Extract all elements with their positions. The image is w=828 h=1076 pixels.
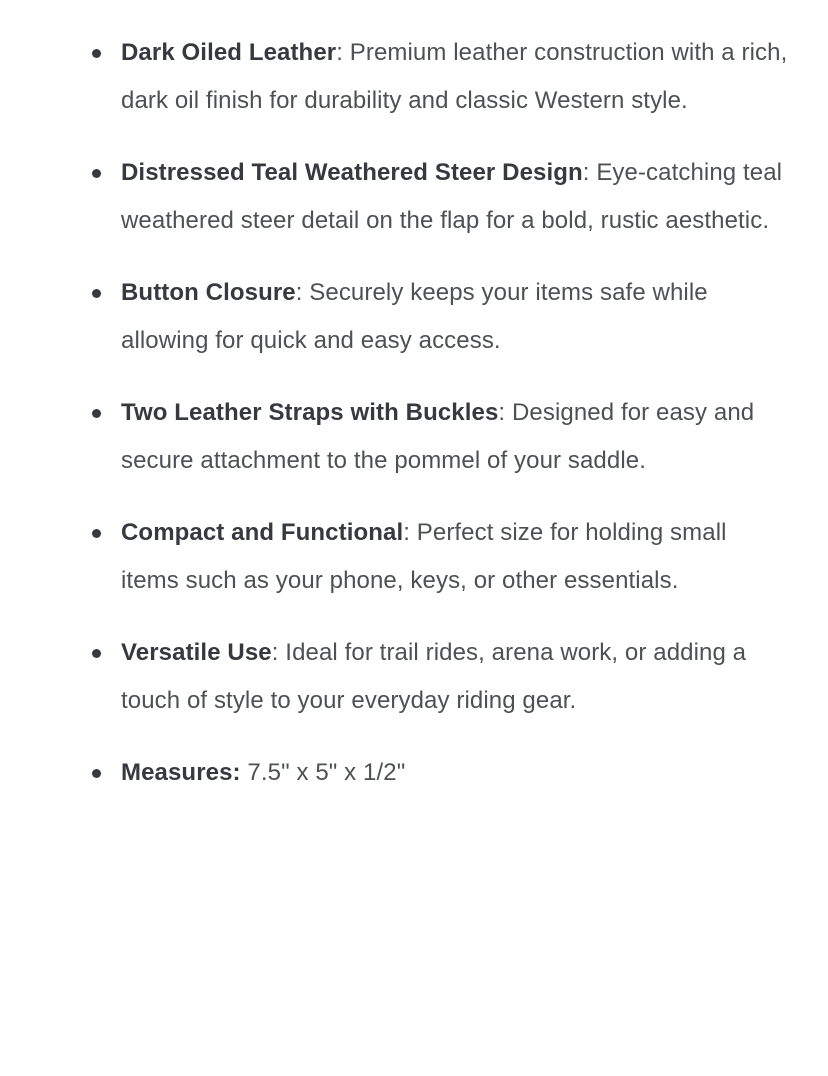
feature-text: Designed for easy and secure attachment to the pommel of your saddle. xyxy=(121,399,755,474)
feature-separator: : xyxy=(295,279,310,306)
feature-item-two-leather-straps xyxy=(92,389,790,485)
feature-item-compact-and-functional xyxy=(92,509,790,605)
feature-text: Securely keeps your items safe while allowing for quick and easy access. xyxy=(121,279,708,354)
feature-item-button-closure xyxy=(92,269,790,365)
feature-label: Versatile Use xyxy=(121,639,272,666)
feature-item-versatile-use xyxy=(92,629,790,725)
feature-text: Perfect size for holding small items such as your phone, keys, or other essentials. xyxy=(121,519,727,594)
feature-separator: : xyxy=(498,399,512,426)
feature-item-measures xyxy=(92,749,790,797)
feature-label: Dark Oiled Leather xyxy=(121,39,337,66)
feature-label: Distressed Teal Weathered Steer Design xyxy=(121,159,583,186)
feature-item-distressed-teal-steer-design xyxy=(92,149,790,245)
feature-separator: : xyxy=(582,159,597,186)
feature-label: Compact and Functional xyxy=(121,519,404,546)
product-features-list xyxy=(92,29,790,797)
feature-separator: : xyxy=(271,639,286,666)
feature-text: Premium leather construction with a rich, dark oil finish for durability and classic Western style. xyxy=(121,39,788,114)
feature-separator: : xyxy=(336,39,350,66)
feature-label: Measures: xyxy=(121,759,241,786)
feature-separator: : xyxy=(403,519,417,546)
feature-item-dark-oiled-leather xyxy=(92,29,790,125)
feature-label: Two Leather Straps with Buckles xyxy=(121,399,499,426)
feature-text: Ideal for trail rides, arena work, or adding a touch of style to your everyday riding gear. xyxy=(121,639,747,714)
feature-text: 7.5" x 5" x 1/2" xyxy=(247,759,406,786)
feature-label: Button Closure xyxy=(121,279,296,306)
feature-text: Eye-catching teal weathered steer detail on the flap for a bold, rustic aesthetic. xyxy=(121,159,783,234)
